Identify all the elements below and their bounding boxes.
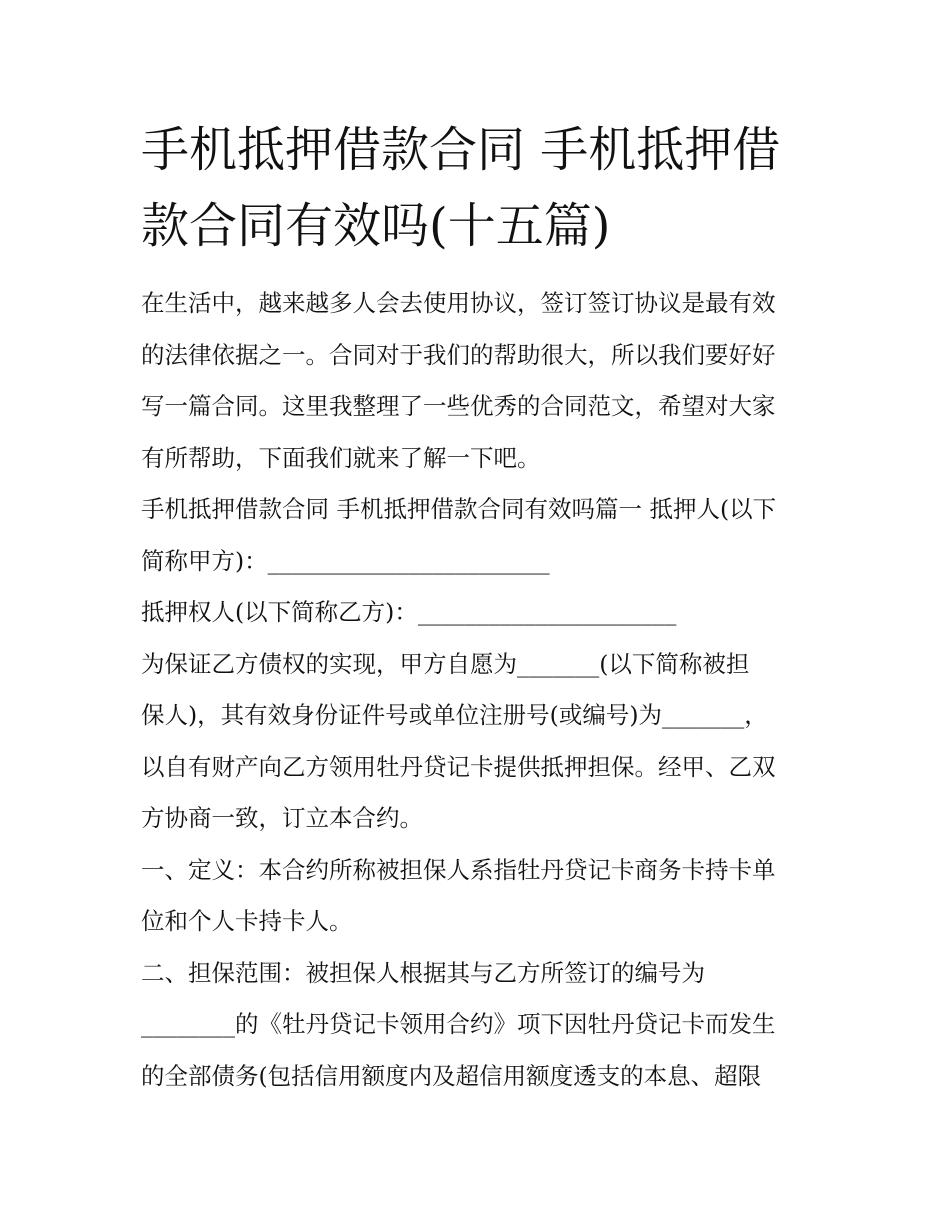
definition-clause (141, 845, 821, 948)
text-line: 二、担保范围：被担保人根据其与乙方所签订的编号为 (141, 958, 705, 987)
text-line: 为保证乙方债权的实现，甲方自愿为_______(以下简称被担 (141, 649, 750, 678)
title-line: 款合同有效吗(十五篇) (141, 198, 611, 254)
title-line: 手机抵押借款合同 手机抵押借 (141, 122, 781, 178)
text-line: ________的《牡丹贷记卡领用合约》项下因牡丹贷记卡而发生 (141, 1010, 776, 1038)
text-line: 的法律依据之一。合同对于我们的帮助很大，所以我们要好好 (141, 340, 776, 369)
intro-paragraph (141, 278, 821, 484)
text-line: 的全部债务(包括信用额度内及超信用额度透支的本息、超限 (141, 1061, 762, 1090)
guarantee-scope-clause (141, 948, 821, 1103)
text-line: 手机抵押借款合同 手机抵押借款合同有效吗篇一 抵押人(以下 (141, 495, 777, 523)
text-line: 方协商一致，订立本合约。 (141, 804, 423, 832)
text-line: 在生活中，越来越多人会去使用协议，签订签订协议是最有效 (141, 289, 776, 317)
text-line: 写一篇合同。这里我整理了一些优秀的合同范文，希望对大家 (141, 392, 776, 420)
document-title (141, 112, 821, 264)
text-line: 一、定义：本合约所称被担保人系指牡丹贷记卡商务卡持卡单 (141, 855, 776, 884)
document-body (141, 112, 821, 1102)
mortgagor-paragraph (141, 484, 821, 587)
text-line: 简称甲方)：________________________ (141, 546, 550, 575)
text-line: 以自有财产向乙方领用牡丹贷记卡提供抵押担保。经甲、乙双 (141, 752, 776, 781)
text-line: 抵押权人(以下简称乙方)：______________________ (141, 598, 677, 626)
text-line: 有所帮助，下面我们就来了解一下吧。 (141, 443, 541, 472)
mortgagee-paragraph (141, 587, 821, 639)
purpose-paragraph (141, 639, 821, 845)
text-line: 保人)，其有效身份证件号或单位注册号(或编号)为_______， (141, 701, 768, 729)
text-line: 位和个人卡持卡人。 (141, 907, 353, 935)
